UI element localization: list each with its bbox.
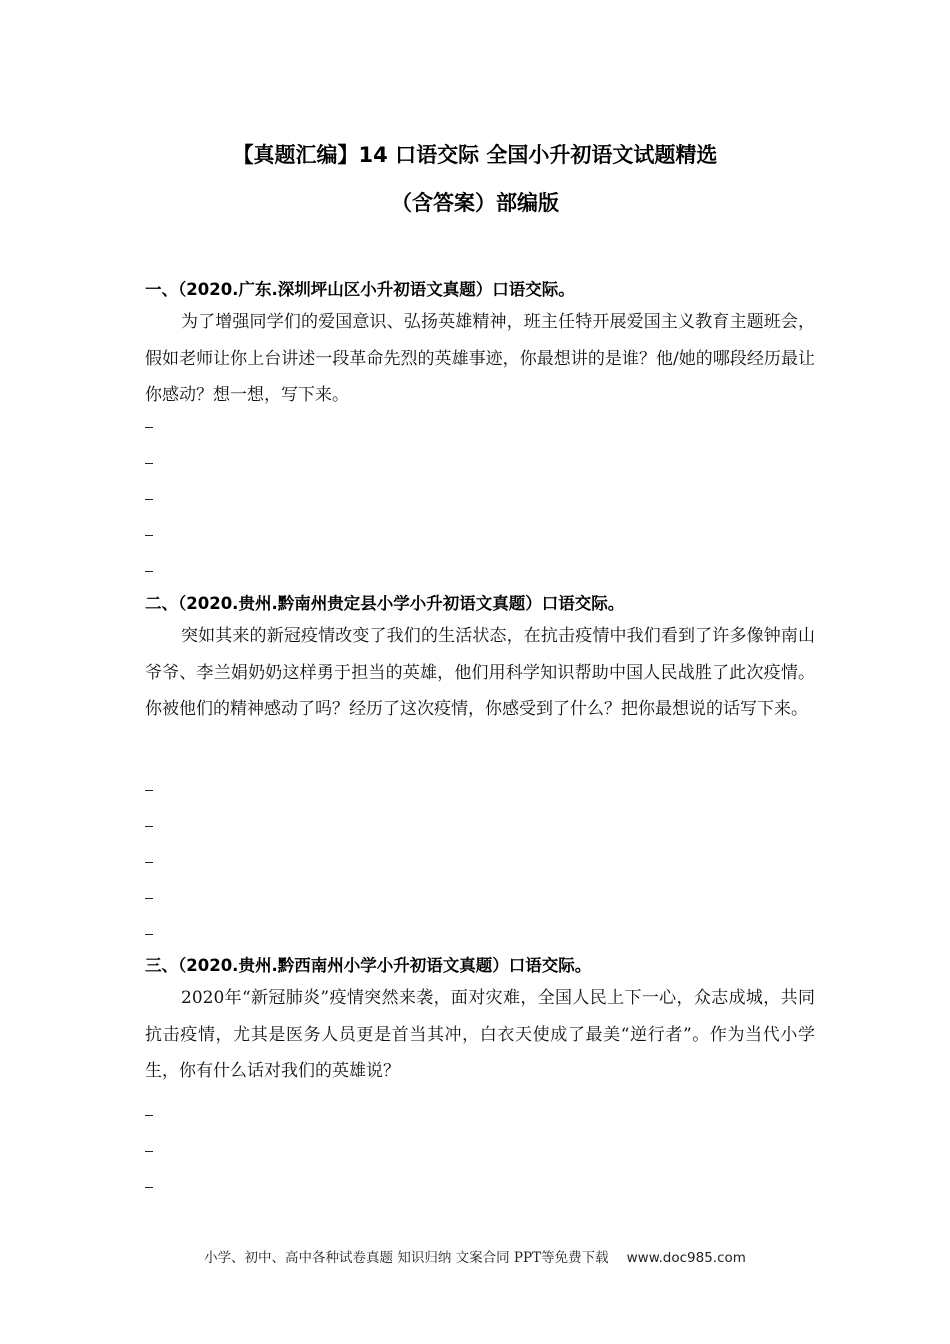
answer-line xyxy=(145,571,153,572)
question-3-body: 2020年“新冠肺炎”疫情突然来袭，面对灾难，全国人民上下一心，众志成城，共同抗击疫情，尤其是医务人员更是首当其冲，白衣天使成了最美“逆行者”。作为当代小学生，你有什么话对我们的英雄说？ xyxy=(145,988,815,1081)
question-2-heading: 二、（2020.贵州.黔南州贵定县小学小升初语文真题）口语交际。 xyxy=(145,594,625,613)
question-2-body: 突如其来的新冠疫情改变了我们的生活状态，在抗击疫情中我们看到了许多像钟南山爷爷、李兰娟奶奶这样勇于担当的英雄，他们用科学知识帮助中国人民战胜了此次疫情。你被他们的精神感动了吗？经历了这次疫情，你感受到了什么？把你最想说的话写下来。 xyxy=(145,626,815,719)
answer-line xyxy=(145,499,153,500)
page-subtitle: （含答案）部编版 xyxy=(391,191,559,215)
question-3-heading: 三、（2020.贵州.黔西南州小学小升初语文真题）口语交际。 xyxy=(145,956,592,975)
page-footer xyxy=(0,1246,950,1266)
answer-line xyxy=(145,1151,153,1152)
answer-line xyxy=(145,427,153,428)
footer-url-link[interactable]: www.doc985.com xyxy=(626,1250,746,1266)
answer-line xyxy=(145,463,153,464)
answer-line xyxy=(145,934,153,935)
page-title: 【真题汇编】14 口语交际 全国小升初语文试题精选 xyxy=(232,143,718,167)
question-1-heading: 一、（2020.广东.深圳坪山区小升初语文真题）口语交际。 xyxy=(145,280,575,299)
footer-text: 小学、初中、高中各种试卷真题 知识归纳 文案合同 PPT等免费下载 xyxy=(204,1250,609,1266)
answer-line xyxy=(145,898,153,899)
answer-line xyxy=(145,790,153,791)
answer-line xyxy=(145,1187,153,1188)
question-1-body: 为了增强同学们的爱国意识、弘扬英雄精神，班主任特开展爱国主义教育主题班会，假如老师让你上台讲述一段革命先烈的英雄事迹，你最想讲的是谁？他/她的哪段经历最让你感动？想一想，写下来。 xyxy=(145,312,815,405)
answer-line xyxy=(145,1115,153,1116)
answer-line xyxy=(145,862,153,863)
answer-line xyxy=(145,826,153,827)
answer-line xyxy=(145,535,153,536)
